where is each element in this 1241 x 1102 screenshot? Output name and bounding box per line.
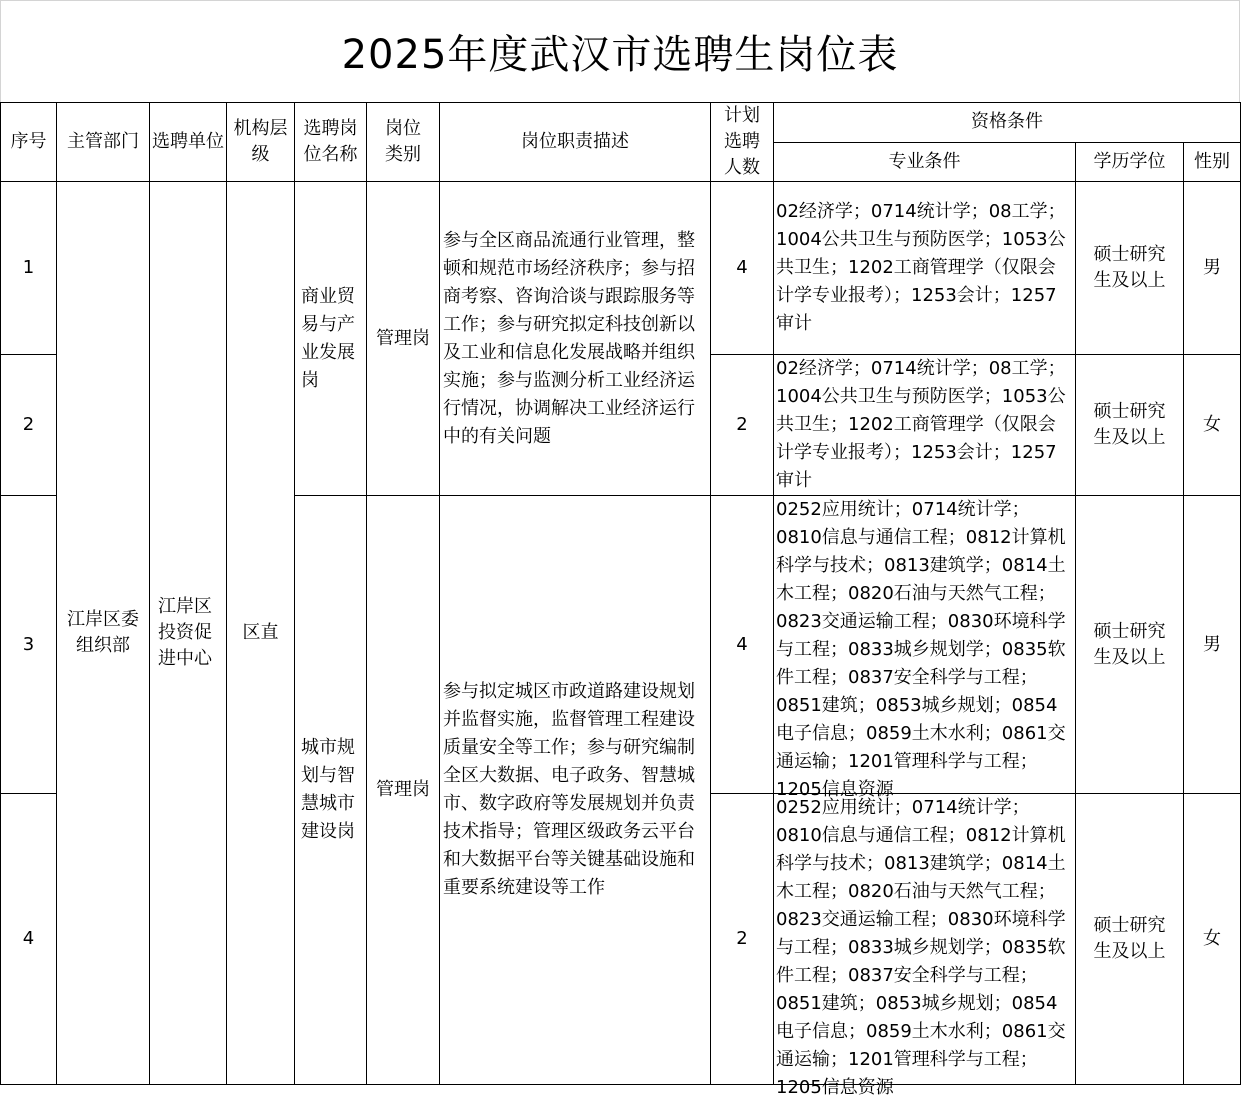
dept-cell: 江岸区委组织部 <box>57 182 150 1085</box>
duty-cell: 参与全区商品流通行业管理，整顿和规范市场经济秩序；参与招商考察、咨询洽谈与跟踪服务等工作；参与研究拟定科技创新以及工业和信息化发展战略并组织实施；参与监测分析工业经济运行情况，协调解决工业经济运行中的有关问题 <box>440 182 711 496</box>
header-gender: 性别 <box>1184 142 1241 182</box>
header-category: 岗位类别 <box>367 103 440 182</box>
header-degree: 学历学位 <box>1076 142 1184 182</box>
degree-cell: 硕士研究生及以上 <box>1076 496 1184 794</box>
category-cell: 管理岗 <box>367 182 440 496</box>
major-text: 0252应用统计；0714统计学；0810信息与通信工程；0812计算机科学与技术；0813建筑学；0814土木工程；0820石油与天然气工程；0823交通运输工程；0830环境科学与工程；0833城乡规划学；0835软件工程；0837安全科学与工程；0851建筑；0853城乡规划；0854电子信息；0859土木水利；0861交通运输；1201管理科学与工程；1205信息资源 <box>776 797 1066 1098</box>
seq-cell: 2 <box>1 355 57 496</box>
gender-cell: 男 <box>1184 182 1241 355</box>
position-cell: 城市规划与智慧城市建设岗 <box>295 496 367 1085</box>
count-cell: 4 <box>711 182 774 355</box>
header-count: 计划选聘人数 <box>711 103 774 182</box>
major-text: 0252应用统计；0714统计学；0810信息与通信工程；0812计算机科学与技术；0813建筑学；0814土木工程；0820石油与天然气工程；0823交通运输工程；0830环境科学与工程；0833城乡规划学；0835软件工程；0837安全科学与工程；0851建筑；0853城乡规划；0854电子信息；0859土木水利；0861交通运输；1201管理科学与工程；1205信息资源 <box>776 499 1066 800</box>
gender-cell: 男 <box>1184 496 1241 794</box>
table-row <box>1 182 1241 355</box>
header-dept: 主管部门 <box>57 103 150 182</box>
header-level: 机构层级 <box>227 103 295 182</box>
count-cell: 2 <box>711 355 774 496</box>
position-cell: 商业贸易与产业发展岗 <box>295 182 367 496</box>
seq-cell: 1 <box>1 182 57 355</box>
major-cell: 02经济学；0714统计学；08工学；1004公共卫生与预防医学；1053公共卫生；1202工商管理学（仅限会计学专业报考）；1253会计；1257审计 <box>774 355 1076 496</box>
seq-cell: 4 <box>1 794 57 1085</box>
positions-table <box>0 102 1241 1098</box>
major-cell: 02经济学；0714统计学；08工学；1004公共卫生与预防医学；1053公共卫生；1202工商管理学（仅限会计学专业报考）；1253会计；1257审计 <box>774 182 1076 355</box>
header-position: 选聘岗位名称 <box>295 103 367 182</box>
page-title: 2025年度武汉市选聘生岗位表 <box>341 32 899 78</box>
duty-cell: 参与拟定城区市政道路建设规划并监督实施，监督管理工程建设质量安全等工作；参与研究编制全区大数据、电子政务、智慧城市、数字政府等发展规划并负责技术指导；管理区级政务云平台和大数据平台等关键基础设施和重要系统建设等工作 <box>440 496 711 1085</box>
count-cell: 4 <box>711 496 774 794</box>
major-cell <box>774 794 1076 1098</box>
seq-cell: 3 <box>1 496 57 794</box>
unit-cell: 江岸区投资促进中心 <box>150 182 227 1085</box>
gender-cell: 女 <box>1184 794 1241 1085</box>
title-bar <box>0 0 1240 102</box>
header-qualification: 资格条件 <box>774 103 1241 143</box>
count-cell: 2 <box>711 794 774 1085</box>
degree-cell: 硕士研究生及以上 <box>1076 355 1184 496</box>
header-major: 专业条件 <box>774 142 1076 182</box>
header-duty: 岗位职责描述 <box>440 103 711 182</box>
degree-cell: 硕士研究生及以上 <box>1076 794 1184 1085</box>
category-cell: 管理岗 <box>367 496 440 1085</box>
header-row-1 <box>1 103 1241 143</box>
degree-cell: 硕士研究生及以上 <box>1076 182 1184 355</box>
major-cell <box>774 496 1076 800</box>
level-cell: 区直 <box>227 182 295 1085</box>
header-unit: 选聘单位 <box>150 103 227 182</box>
header-seq: 序号 <box>1 103 57 182</box>
gender-cell: 女 <box>1184 355 1241 496</box>
